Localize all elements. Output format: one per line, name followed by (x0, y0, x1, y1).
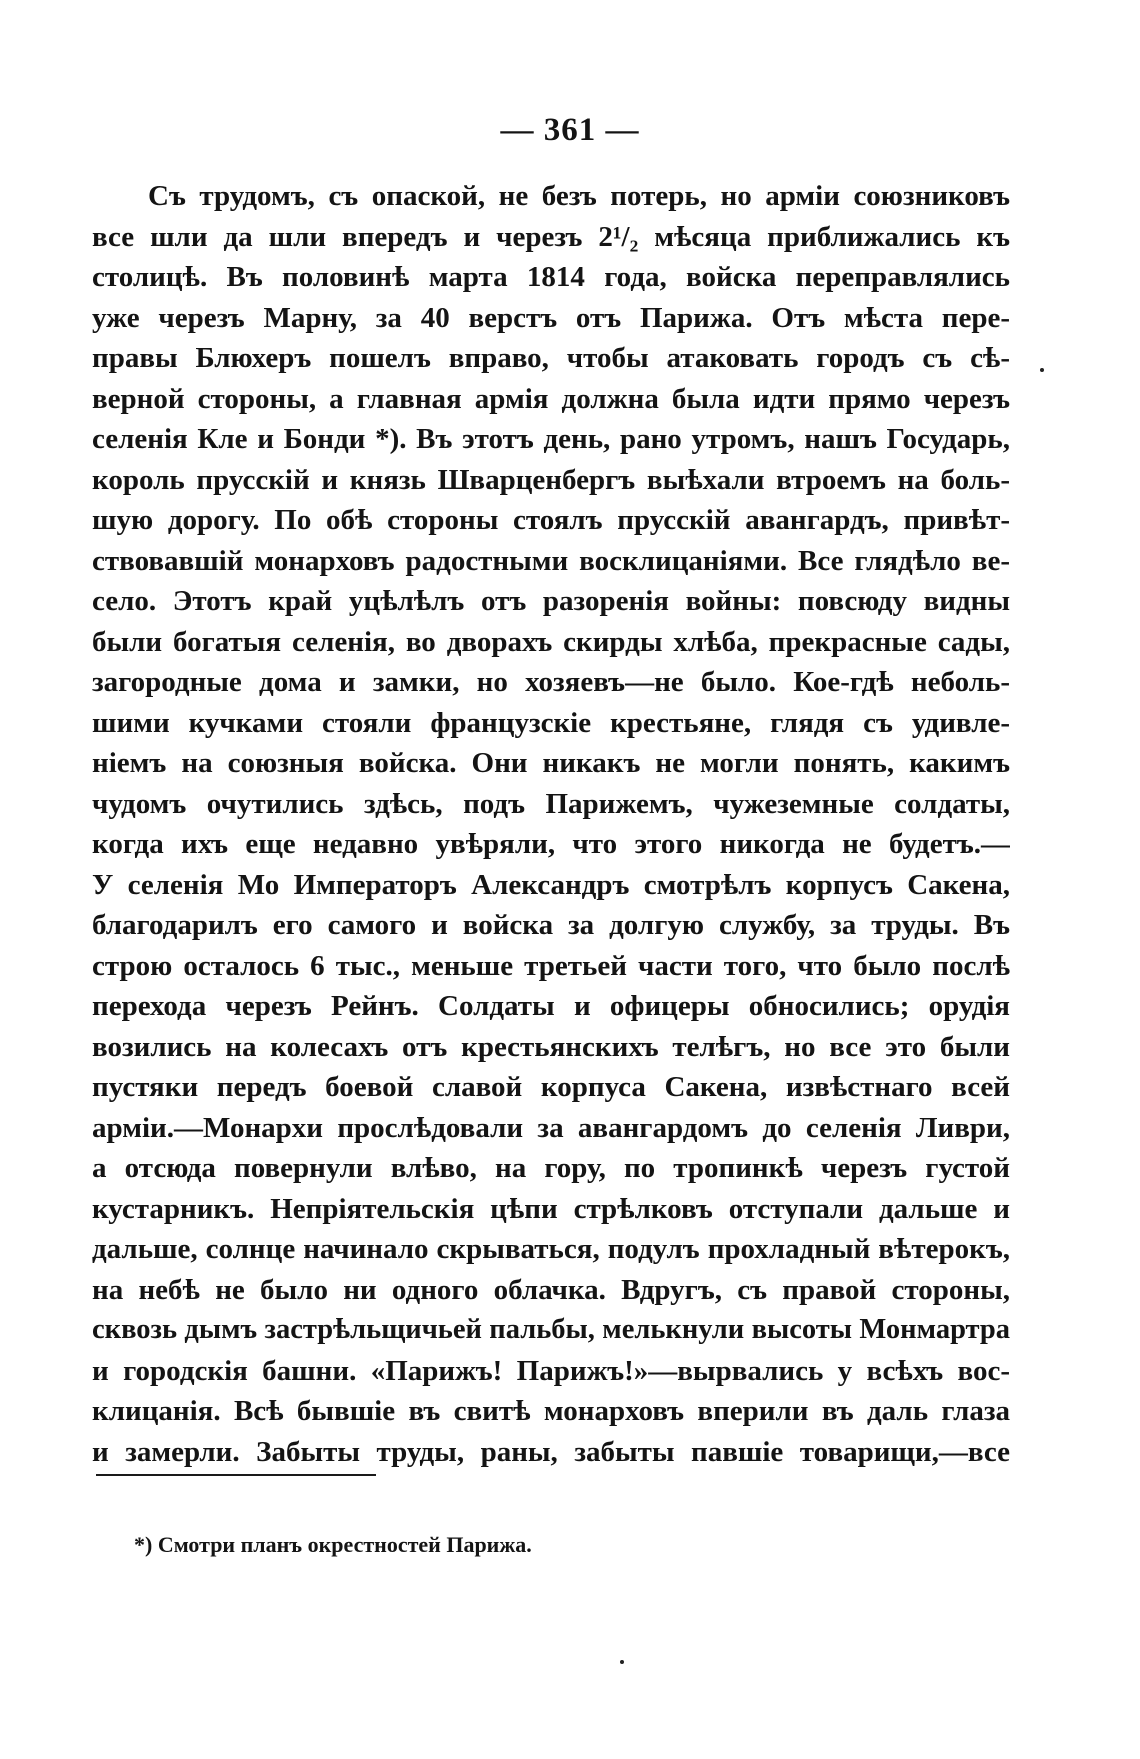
text-line: шими кучками стояли французскіе крестьяне, глядя съ удивле- (92, 706, 1010, 739)
text-line: строю осталось 6 тыс., меньше третьей части того, что было послѣ (92, 949, 1010, 982)
text-line: ніемъ на союзныя войска. Они никакъ не могли понять, какимъ (92, 747, 1010, 779)
body-text (92, 176, 1010, 1472)
text-line: дальше, солнце начинало скрываться, подулъ прохладный вѣтерокъ, (92, 1233, 1010, 1265)
text-line: и замерли. Забыты труды, раны, забыты павшіе товарищи,—все (92, 1435, 1010, 1468)
text-line: возились на колесахъ отъ крестьянскихъ телѣгъ, но все это были (92, 1030, 1010, 1063)
text-line: У селенія Мо Императоръ Александръ смотрѣлъ корпусъ Сакена, (92, 868, 1010, 901)
text-line: все шли да шли впередъ и черезъ 2¹/₂ мѣсяца приближались къ (92, 220, 1010, 253)
text-line: пустяки передъ боевой славой корпуса Сакена, извѣстнаго всей (92, 1071, 1010, 1103)
text-line: селенія Кле и Бонди *). Въ этотъ день, рано утромъ, нашъ Государь, (92, 423, 1010, 455)
text-line: загородные дома и замки, но хозяевъ—не было. Кое-гдѣ неболь- (92, 666, 1010, 698)
text-line: арміи.—Монархи прослѣдовали за авангардомъ до селенія Ливри, (92, 1111, 1010, 1144)
text-line: и городскія башни. «Парижъ! Парижъ!»—вырвались у всѣхъ вос- (92, 1354, 1010, 1387)
footnote-divider (96, 1474, 376, 1476)
text-line: благодарилъ его самого и войска за долгую службу, за труды. Въ (92, 909, 1010, 941)
text-line: столицѣ. Въ половинѣ марта 1814 года, войска переправлялись (92, 261, 1010, 293)
text-line: правы Блюхеръ пошелъ вправо, чтобы атаковать городъ съ сѣ- (92, 342, 1010, 374)
page-number: — 361 — (500, 112, 640, 148)
text-line: были богатыя селенія, во дворахъ скирды хлѣба, прекрасные сады, (92, 625, 1010, 658)
text-line: уже черезъ Марну, за 40 верстъ отъ Парижа. Отъ мѣста пере- (92, 301, 1010, 334)
text-line: чудомъ очутились здѣсь, подъ Парижемъ, чужеземные солдаты, (92, 787, 1010, 820)
text-line: сквозь дымъ застрѣльщичьей пальбы, мелькнули высоты Монмартра (92, 1314, 1010, 1345)
text-line: ствовавшій монарховъ радостными восклицаніями. Все глядѣло ве- (92, 544, 1010, 577)
text-line: на небѣ не было ни одного облачка. Вдругъ, съ правой стороны, (92, 1273, 1010, 1306)
text-line: шую дорогу. По обѣ стороны стоялъ прусскій авангардъ, привѣт- (92, 504, 1010, 536)
text-line: когда ихъ еще недавно увѣряли, что этого никогда не будетъ.— (92, 828, 1010, 860)
text-line: а отсюда повернули влѣво, на гору, по тропинкѣ черезъ густой (92, 1152, 1010, 1184)
text-line: село. Этотъ край уцѣлѣлъ отъ разоренія войны: повсюду видны (92, 585, 1010, 617)
margin-speck (1040, 368, 1044, 372)
text-line: верной стороны, а главная армія должна была идти прямо черезъ (92, 382, 1010, 415)
text-line: Съ трудомъ, съ опаской, не безъ потерь, но арміи союзниковъ (148, 180, 1010, 212)
margin-speck (620, 1660, 624, 1664)
text-line: король прусскій и князь Шварценбергъ выѣхали втроемъ на боль- (92, 463, 1010, 496)
text-line: клицанія. Всѣ бывшіе въ свитѣ монарховъ вперили въ даль глаза (92, 1395, 1010, 1427)
text-line: кустарникъ. Непріятельскія цѣпи стрѣлковъ отступали дальше и (92, 1192, 1010, 1225)
footnote: *) Смотри планъ окрестностей Парижа. (134, 1532, 532, 1557)
text-line: перехода черезъ Рейнъ. Солдаты и офицеры обносились; орудія (92, 990, 1010, 1022)
